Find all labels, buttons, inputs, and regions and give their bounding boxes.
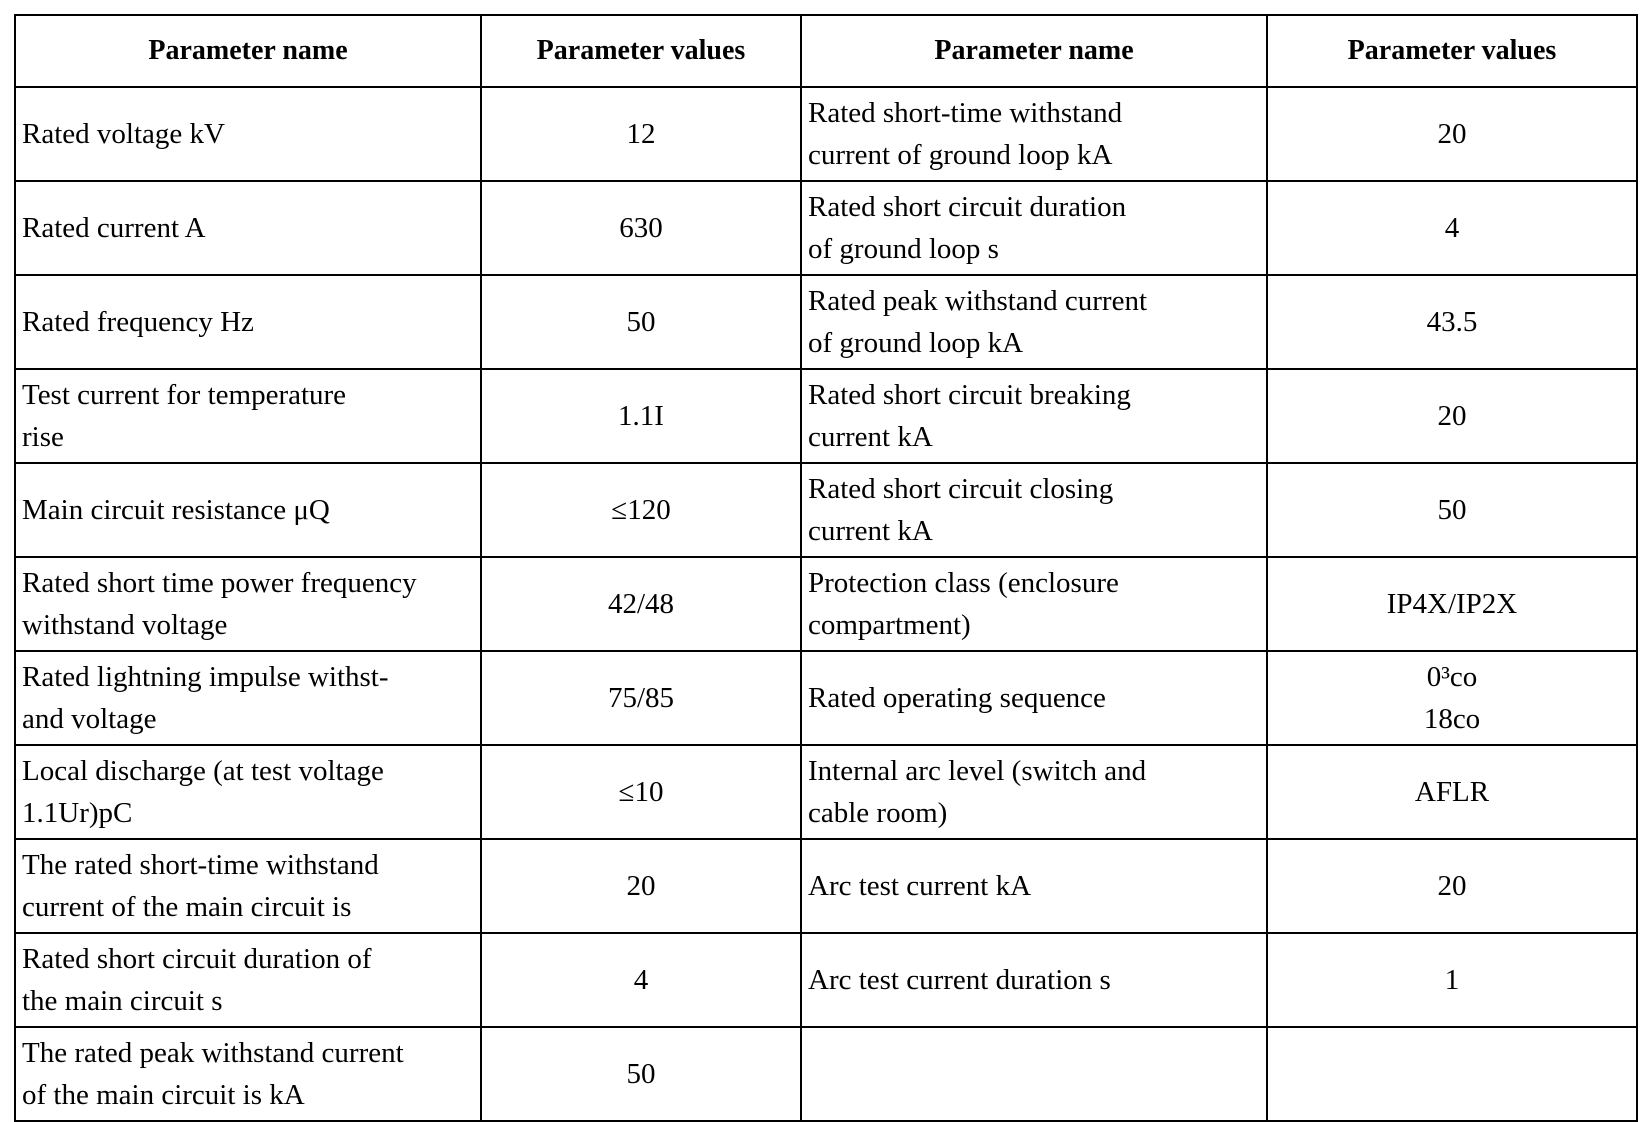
right-parameter-value-line: 50 — [1437, 494, 1467, 526]
left-parameter-value-cell — [481, 651, 801, 745]
left-parameter-value-cell — [481, 275, 801, 369]
left-parameter-name-line: Rated current A — [22, 212, 206, 244]
left-parameter-name-line: and voltage — [22, 703, 157, 735]
left-parameter-name-line: Local discharge (at test voltage — [22, 755, 384, 787]
left-parameter-name-cell — [15, 369, 481, 463]
left-parameter-name-line: The rated short-time withstand — [22, 849, 379, 881]
left-parameter-value-cell — [481, 87, 801, 181]
right-parameter-name-line: Rated operating sequence — [808, 682, 1106, 714]
left-parameter-value-cell — [481, 463, 801, 557]
right-parameter-value-cell — [1267, 463, 1637, 557]
header-parameter-values-left: Parameter values — [481, 15, 801, 87]
left-parameter-name-line: 1.1Ur)pC — [22, 797, 133, 829]
table-row — [15, 463, 1637, 557]
right-parameter-name-line: Protection class (enclosure — [808, 567, 1119, 599]
right-parameter-name-cell — [801, 651, 1267, 745]
right-parameter-value-cell — [1267, 557, 1637, 651]
left-parameter-name-line: rise — [22, 421, 64, 453]
right-parameter-name-cell — [801, 1027, 1267, 1121]
right-parameter-name-cell — [801, 839, 1267, 933]
right-parameter-value-cell — [1267, 839, 1637, 933]
right-parameter-value-line: 20 — [1437, 870, 1467, 902]
right-parameter-value-cell — [1267, 745, 1637, 839]
table-row — [15, 933, 1637, 1027]
table-row — [15, 557, 1637, 651]
left-parameter-value-cell — [481, 745, 801, 839]
right-parameter-name-cell — [801, 275, 1267, 369]
right-parameter-name-line: Rated peak withstand current — [808, 285, 1148, 317]
left-parameter-value-line: 20 — [626, 870, 656, 902]
right-parameter-name-line: Internal arc level (switch and — [808, 755, 1147, 787]
left-parameter-name-cell — [15, 839, 481, 933]
header-parameter-name-right: Parameter name — [801, 15, 1267, 87]
left-parameter-name-line: Test current for temperature — [22, 379, 347, 411]
left-parameter-value-cell — [481, 557, 801, 651]
left-parameter-value-line: ≤120 — [611, 494, 671, 526]
left-parameter-name-cell — [15, 275, 481, 369]
right-parameter-name-line: Rated short-time withstand — [808, 97, 1123, 129]
table-row — [15, 181, 1637, 275]
left-parameter-value-line: 50 — [626, 1058, 656, 1090]
left-parameter-name-cell — [15, 463, 481, 557]
left-parameter-value-cell — [481, 839, 801, 933]
table-row — [15, 1027, 1637, 1121]
left-parameter-value-line: 75/85 — [607, 682, 675, 714]
right-parameter-name-line: cable room) — [808, 797, 948, 829]
left-parameter-name-cell — [15, 1027, 481, 1121]
left-parameter-value-line: 12 — [626, 118, 656, 150]
left-parameter-value-line: 1.1I — [618, 400, 664, 432]
right-parameter-value-cell — [1267, 87, 1637, 181]
left-parameter-name-cell — [15, 87, 481, 181]
left-parameter-value-cell — [481, 933, 801, 1027]
right-parameter-value-line: 1 — [1444, 964, 1460, 996]
right-parameter-name-cell — [801, 87, 1267, 181]
right-parameter-value-cell — [1267, 651, 1637, 745]
right-parameter-name-line: Arc test current kA — [808, 870, 1032, 902]
left-parameter-value-cell — [481, 181, 801, 275]
left-parameter-name-line: Rated short time power frequency — [22, 567, 417, 599]
left-parameter-value-cell — [481, 369, 801, 463]
table-row — [15, 651, 1637, 745]
right-parameter-value-cell — [1267, 369, 1637, 463]
left-parameter-name-line: Rated voltage kV — [22, 118, 225, 150]
right-parameter-value-line: 20 — [1437, 400, 1467, 432]
right-parameter-value-line: AFLR — [1414, 776, 1490, 808]
left-parameter-name-line: Rated short circuit duration of — [22, 943, 372, 975]
table-row — [15, 745, 1637, 839]
table-header — [15, 15, 1637, 87]
right-parameter-name-cell — [801, 933, 1267, 1027]
left-parameter-name-line: Rated lightning impulse withst- — [22, 661, 389, 693]
right-parameter-name-line: compartment) — [808, 609, 971, 641]
left-parameter-name-line: current of the main circuit is — [22, 891, 352, 923]
left-parameter-name-cell — [15, 651, 481, 745]
right-parameter-value-line: 18co — [1423, 703, 1481, 735]
right-parameter-name-line: Arc test current duration s — [808, 964, 1111, 996]
right-parameter-name-line: Rated short circuit duration — [808, 191, 1127, 223]
right-parameter-name-cell — [801, 745, 1267, 839]
table-row — [15, 839, 1637, 933]
left-parameter-name-cell — [15, 181, 481, 275]
left-parameter-name-line: withstand voltage — [22, 609, 228, 641]
left-parameter-name-cell — [15, 557, 481, 651]
right-parameter-name-cell — [801, 181, 1267, 275]
right-parameter-value-line: IP4X/IP2X — [1386, 588, 1518, 620]
left-parameter-name-line: The rated peak withstand current — [22, 1037, 404, 1069]
right-parameter-name-line: current kA — [808, 421, 933, 453]
header-row — [15, 15, 1637, 87]
table-row — [15, 87, 1637, 181]
left-parameter-name-cell — [15, 933, 481, 1027]
left-parameter-name-line: Main circuit resistance μQ — [22, 494, 330, 526]
left-parameter-value-line: 42/48 — [607, 588, 675, 620]
table-row — [15, 275, 1637, 369]
header-parameter-values-right: Parameter values — [1267, 15, 1637, 87]
right-parameter-value-cell — [1267, 275, 1637, 369]
right-parameter-name-cell — [801, 463, 1267, 557]
right-parameter-value-cell — [1267, 181, 1637, 275]
right-parameter-name-cell — [801, 557, 1267, 651]
left-parameter-name-line: the main circuit s — [22, 985, 223, 1017]
table-row — [15, 369, 1637, 463]
right-parameter-name-line: Rated short circuit breaking — [808, 379, 1131, 411]
left-parameter-value-line: 4 — [633, 964, 649, 996]
right-parameter-name-line: current of ground loop kA — [808, 139, 1113, 171]
right-parameter-name-line: Rated short circuit closing — [808, 473, 1114, 505]
right-parameter-name-line: current kA — [808, 515, 933, 547]
right-parameter-name-line: of ground loop kA — [808, 327, 1024, 359]
right-parameter-name-cell — [801, 369, 1267, 463]
left-parameter-value-line: 50 — [626, 306, 656, 338]
table-body — [15, 87, 1637, 1121]
left-parameter-name-line: of the main circuit is kA — [22, 1079, 305, 1111]
parameter-table — [14, 14, 1638, 1122]
left-parameter-value-cell — [481, 1027, 801, 1121]
right-parameter-value-cell — [1267, 933, 1637, 1027]
left-parameter-value-line: 630 — [619, 212, 663, 244]
left-parameter-name-cell — [15, 745, 481, 839]
left-parameter-value-line: ≤10 — [618, 776, 664, 808]
right-parameter-value-cell — [1267, 1027, 1637, 1121]
left-parameter-name-line: Rated frequency Hz — [22, 306, 254, 338]
right-parameter-value-line: 4 — [1444, 212, 1460, 244]
right-parameter-value-line: 20 — [1437, 118, 1467, 150]
right-parameter-name-line: of ground loop s — [808, 233, 999, 265]
right-parameter-value-line: 0³co — [1426, 661, 1478, 693]
header-parameter-name-left: Parameter name — [15, 15, 481, 87]
right-parameter-value-line: 43.5 — [1426, 306, 1478, 338]
